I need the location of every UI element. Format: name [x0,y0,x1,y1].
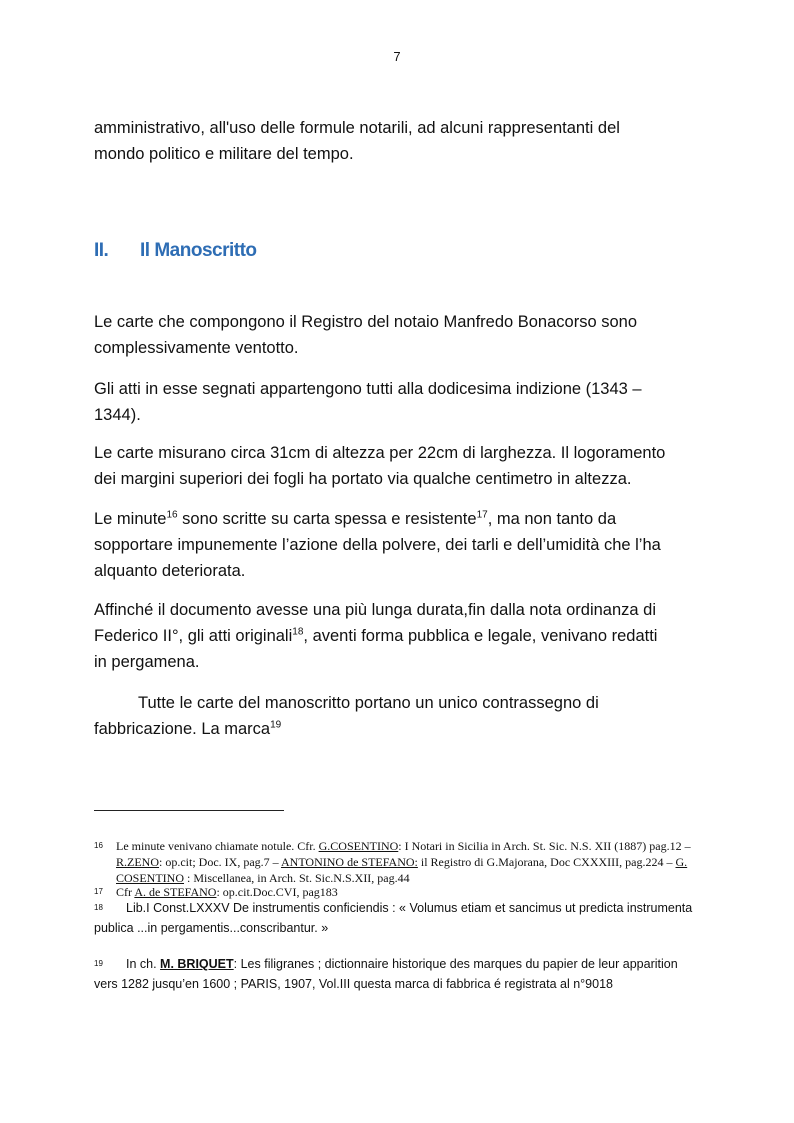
paragraph-2: Gli atti in esse segnati appartengono tutti alla dodicesima indizione (1343 – 1344). [94,380,642,424]
section-heading [94,240,257,262]
footnote-ref-19[interactable]: 19 [270,719,282,731]
footnote-16: 16 Le minute venivano chiamate notule. Cfr. G.COSENTINO: I Notari in Sicilia in Arch. St. Sic. N.S. XII (1887) pag.12 – R.ZENO: op.cit; Doc. IX, pag.7 – ANTONINO de STEFANO: il Registro di G.Majorana, Doc CXXXIII, pag.224 – G. COSENTINO : Miscellanea, in Arch. St. Sic.N.S.XII, pag.44 [94,839,691,885]
continuation-paragraph: amministrativo, all'uso delle formule notarili, ad alcuni rappresentanti del mondo politico e militare del tempo. [94,119,620,163]
footnote-separator [94,810,284,811]
footnote-19: 19 In ch. M. BRIQUET: Les filigranes ; dictionnaire historique des marques du papier de leur apparition vers 1282 jusqu’en 1600 ; PARIS, 1907, Vol.III questa marca di fabbrica é registrata al n°9018 [94,954,694,994]
footnote-ref-18[interactable]: 18 [292,626,304,638]
footnote-marker: 19 [94,959,103,968]
section-number: II. [94,240,109,261]
paragraph-1: Le carte che compongono il Registro del notaio Manfredo Bonacorso sono complessivamente ventotto. [94,313,638,357]
paragraph-5: Affinché il documento avesse una più lunga durata,fin dalla nota ordinanza di Federico II°, gli atti originali$^{18}$, aventi forma pubblica e legale, venivano redatti in pergamena. [94,601,658,671]
section-title: Il Manoscritto [140,240,257,261]
page-number: 7 [393,49,401,64]
paragraph-4: Le minute$^{16}$ sono scritte su carta spessa e resistente$^{17}$, ma non tanto da sopportare impunemente l’azione della polvere, dei tarli e dell’umidità che l’ha alquanto deteriorata. [94,509,661,580]
footnote-18: 18 Lib.I Const.LXXXV De instrumentis conficiendis : « Volumus etiam et sancimus ut predicta instrumenta publica ...in pergamentis...conscribantur. » [94,898,694,938]
footnote-marker: 17 [94,887,103,896]
footnote-marker: 16 [94,841,103,850]
paragraph-6: Tutte le carte del manoscritto portano un unico contrassegno di fabbricazione. La marca$^{19}$ [94,694,599,738]
footnote-marker: 18 [94,903,103,912]
footnote-ref-17[interactable]: 17 [476,509,488,521]
footnote-ref-16[interactable]: 16 [166,509,178,521]
footnote-17: 17 Cfr A. de STEFANO: op.cit.Doc.CVI, pag183 [94,885,338,899]
paragraph-3: Le carte misurano circa 31cm di altezza per 22cm di larghezza. Il logoramento dei margini superiori dei fogli ha portato via qualche centimetro in altezza. [94,444,666,488]
